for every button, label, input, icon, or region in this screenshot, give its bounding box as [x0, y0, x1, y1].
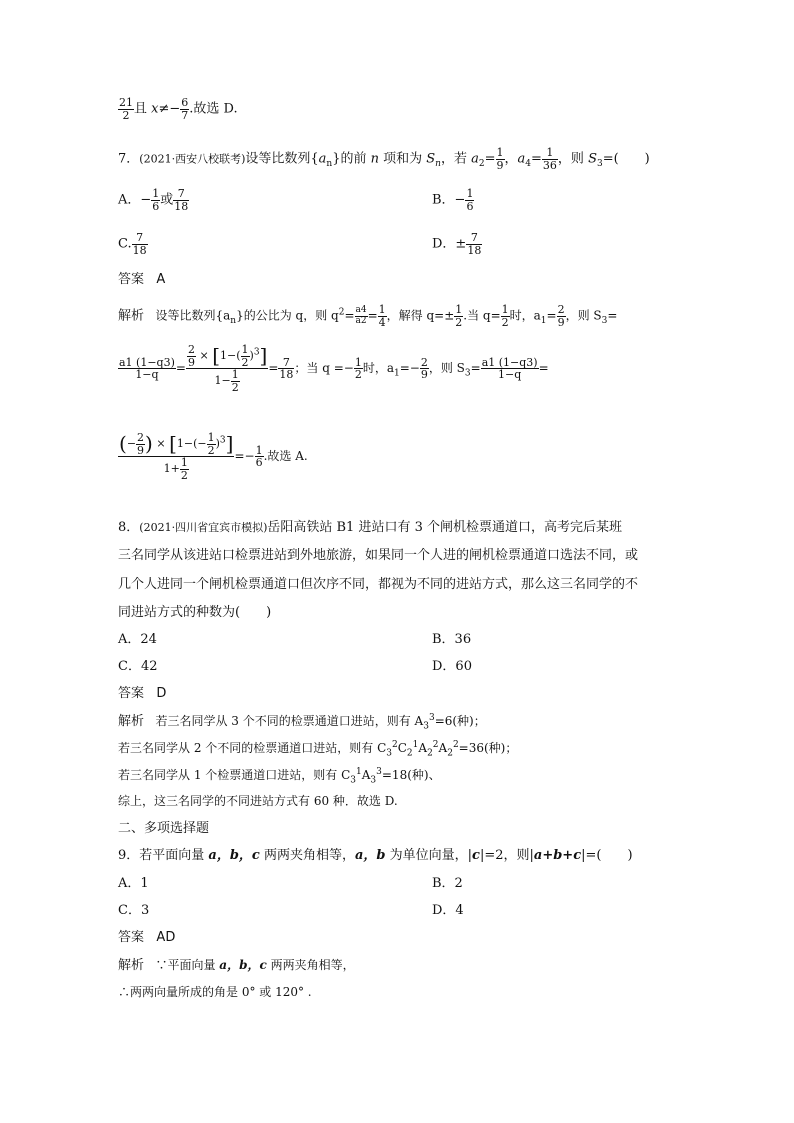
q8-analysis-line-4: 综上，这三名同学的不同进站方式有 60 种．故选 D. [118, 794, 398, 808]
question-8-stem-line-4: 同进站方式的种数为( ) [118, 605, 272, 620]
q8-answer: 答案 D [118, 686, 167, 701]
section-title: 二、多项选择题 [118, 821, 210, 836]
q9-option-b: B．2 [432, 876, 463, 891]
q9-option-a: A．1 [118, 876, 149, 891]
q7-option-a: A．− $\frac{1}{6}$ 或 $\frac{7}{18}$ [118, 187, 189, 213]
q8-option-a: A．24 [118, 632, 157, 647]
q9-answer: 答案 AD [118, 930, 176, 945]
q9-option-c: C．3 [118, 903, 150, 918]
fraction: $\frac{6}{7}$ [181, 96, 189, 122]
question-8-stem-line-2: 三名同学从该进站口检票进站到外地旅游，如果同一个人进的闸机检票通道口选法不同，或 [118, 548, 639, 563]
q7-analysis-line-3: (− $\frac{2}{9}$ ) × [1−(− $\frac{1}{2}$ )$^3$] 1+ $\frac{1}{2}$ =− $\frac{1}{6}$ .故选 A. [119, 431, 308, 482]
q8-analysis-line-3: 若三名同学从 1 个检票通道口进站，则有 $C_3^1A_3^3=18$(种)、 [118, 767, 441, 786]
q8-analysis-line-2: 若三名同学从 2 个不同的检票通道口进站，则有 $C_3^2C_2^1A_2^2A_2^2=36$(种)； [118, 740, 518, 759]
q7-option-c: C. $\frac{7}{18}$ [118, 231, 147, 257]
q9-analysis-line-1: 解析 ∵平面向量 a，b，c 两两夹角相等， [118, 958, 355, 973]
question-7-stem: 7．(2021·西安八校联考)设等比数列$\{a_n\}$的前 n 项和为 $S_n$，若 $a_2=$ $\frac{1}{9}$ ，$a_4=$ $\frac{1}{36}$ ，则 $S_3=$( ) [118, 146, 650, 172]
question-8-stem-line-3: 几个人进同一个闸机检票通道口但次序不同，都视为不同的进站方式，那么这三名同学的不 [118, 577, 639, 592]
question-9-stem: 9．若平面向量 a，b，c 两两夹角相等，a，b 为单位向量，|c|=2，则|a+b+c|=( ) [118, 848, 633, 863]
q8-option-c: C．42 [118, 659, 158, 674]
top-continuation-line: $\frac{21}{2}$ 且 x≠− $\frac{6}{7}$ .故选 D. [119, 96, 238, 122]
q8-option-b: B．36 [432, 632, 472, 647]
q8-option-d: D．60 [432, 659, 472, 674]
question-8-stem-line-1: 8．(2021·四川省宜宾市模拟)岳阳高铁站 B1 进站口有 3 个闸机检票通道口，高考完后某班 [118, 520, 622, 535]
q7-option-d: D．± $\frac{7}{18}$ [432, 231, 482, 257]
fraction: $\frac{21}{2}$ [119, 96, 133, 122]
q8-analysis-line-1: 解析 若三名同学从 3 个不同的检票通道口进站，则有 $A_3^3=6$(种)； [118, 713, 486, 732]
q7-answer: 答案 A [118, 272, 166, 287]
q7-option-b: B．− $\frac{1}{6}$ [432, 187, 474, 213]
q9-analysis-line-2: ∴两两向量所成的角是 0° 或 120° . [118, 985, 312, 999]
q9-option-d: D．4 [432, 903, 464, 918]
q7-analysis-line-2: $\frac{a1 (1-q3)}{1-q}$ = $\frac{2}{9}$ × [1−( $\frac{1}{2}$ )$^3$] 1− $\frac{1}{2}$ = $\frac{7}{18}$ ；当 q =− $\frac{1}{2}$ 时，$a_1=-$ $\frac{2}{9}$ ，则 $S_3=$ $\frac{a1 (1-q3)}{1-q}$ = [119, 343, 549, 394]
q7-analysis-line-1: 解析 设等比数列$\{a_n\}$的公比为 q，则 $q^2=$ $\frac{a4}{a2}$ = $\frac{1}{4}$ ，解得 q=± $\frac{1}{2}$ .当 q= $\frac{1}{2}$ 时，$a_1=$ $\frac{2}{9}$ ，则 $S_3=$ [118, 303, 618, 329]
